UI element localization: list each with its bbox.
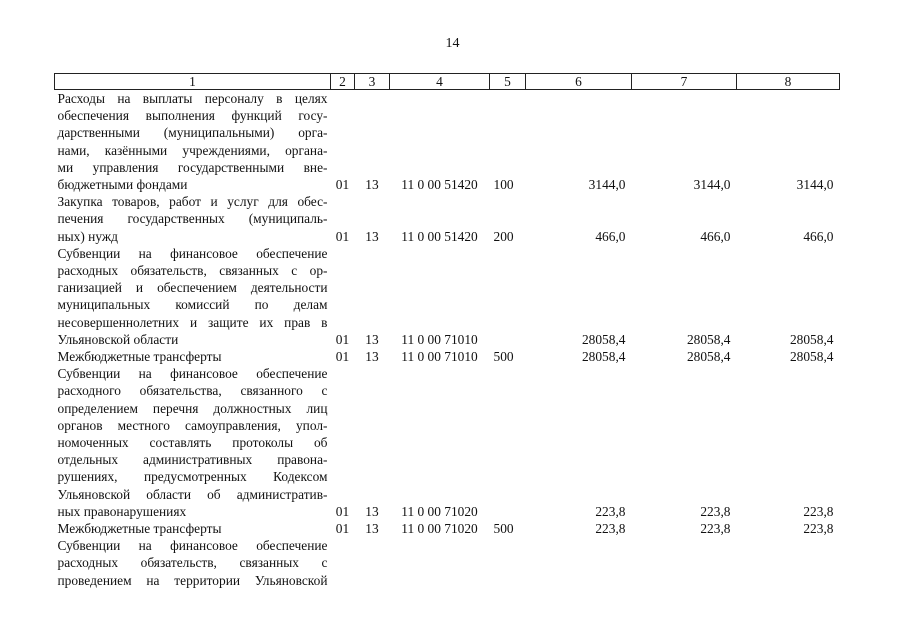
amount-col6: 28058,4 (581, 331, 626, 347)
description-line: Субвенции на финансовое обеспечение (57, 366, 328, 382)
table-row (55, 520, 840, 537)
amount-col8: 28058,4 (789, 349, 834, 365)
expense-type-code: 500 (493, 521, 514, 537)
expense-type-code: 200 (493, 228, 514, 244)
description-line: нами, казёнными учреждениями, органа- (57, 142, 328, 158)
page-number: 14 (445, 36, 460, 51)
amount-col7 (632, 537, 737, 589)
row-description (55, 348, 331, 365)
description-line: Субвенции на финансовое обеспечение (57, 538, 328, 554)
column-header: 2 (331, 74, 355, 90)
budget-table (54, 73, 840, 589)
amount-col8: 223,8 (803, 521, 834, 537)
description-line: расходных обязательств, связанных с (57, 555, 328, 571)
amount-col8: 223,8 (803, 503, 834, 519)
description-line: бюджетными фондами (57, 177, 188, 193)
table-row (55, 90, 840, 194)
subsection-code: 13 (365, 521, 379, 537)
section-code: 01 (335, 503, 350, 519)
description-line: Расходы на выплаты персоналу в целях (57, 91, 328, 106)
subsection-code (355, 537, 390, 589)
section-code: 01 (335, 331, 350, 347)
target-article-code: 11 0 00 71010 (401, 331, 478, 347)
amount-col6: 223,8 (595, 521, 626, 537)
column-header: 1 (55, 74, 331, 90)
description-line: определением перечня должностных лиц (57, 400, 328, 416)
table-row (55, 365, 840, 520)
description-line: проведением на территории Ульяновской (57, 572, 328, 588)
column-header: 7 (632, 74, 737, 90)
column-header: 6 (526, 74, 632, 90)
target-article-code (390, 537, 490, 589)
amount-col7: 223,8 (700, 503, 731, 519)
table-row (55, 348, 840, 365)
amount-col7: 3144,0 (693, 177, 731, 193)
description-line: Субвенции на финансовое обеспечение (57, 245, 328, 261)
row-description (55, 90, 331, 194)
column-number-row (55, 74, 840, 90)
subsection-code: 13 (365, 349, 379, 365)
description-line: расходного обязательства, связанного с (57, 383, 328, 399)
description-line: муниципальных комиссий по делам (57, 297, 328, 313)
amount-col6: 466,0 (595, 228, 626, 244)
row-description (55, 365, 331, 520)
description-line: органов местного самоуправления, упол- (57, 417, 328, 433)
description-line: ных) нужд (57, 228, 118, 244)
section-code (331, 537, 355, 589)
column-header: 5 (490, 74, 526, 90)
description-line: расходных обязательств, связанных с ор- (57, 263, 328, 279)
amount-col8: 28058,4 (789, 331, 834, 347)
description-line: ганизацией и обеспечением деятельности (57, 280, 328, 296)
description-line: рушениях, предусмотренных Кодексом (57, 469, 328, 485)
amount-col7: 223,8 (700, 521, 731, 537)
column-header: 3 (355, 74, 390, 90)
section-code: 01 (335, 177, 350, 193)
expense-type-code (490, 245, 526, 348)
row-description (55, 520, 331, 537)
target-article-code: 11 0 00 71010 (401, 349, 478, 365)
amount-col6: 3144,0 (588, 177, 626, 193)
amount-col6 (526, 537, 632, 589)
description-line: обеспечения выполнения функций госу- (57, 108, 328, 124)
subsection-code: 13 (365, 503, 379, 519)
expense-type-code (490, 365, 526, 520)
column-header: 8 (737, 74, 840, 90)
amount-col6: 28058,4 (581, 349, 626, 365)
amount-col7: 466,0 (700, 228, 731, 244)
description-line: Ульяновской области об административ- (57, 486, 328, 502)
description-line: Межбюджетные трансферты (57, 349, 222, 365)
amount-col7: 28058,4 (686, 331, 731, 347)
amount-col8: 3144,0 (796, 177, 834, 193)
description-line: дарственными (муниципальными) орга- (57, 125, 328, 141)
table-row (55, 193, 840, 245)
table-row (55, 537, 840, 589)
subsection-code: 13 (365, 177, 379, 193)
section-code: 01 (335, 349, 350, 365)
description-line: Межбюджетные трансферты (57, 521, 222, 537)
row-description (55, 537, 331, 589)
description-line: ных правонарушениях (57, 503, 187, 519)
expense-type-code: 500 (493, 349, 514, 365)
amount-col6: 223,8 (595, 503, 626, 519)
table-row (55, 245, 840, 348)
description-line: ми управления государственными вне- (57, 159, 328, 175)
subsection-code: 13 (365, 228, 379, 244)
amount-col8: 466,0 (803, 228, 834, 244)
row-description (55, 193, 331, 245)
description-line: номоченных составлять протоколы об (57, 435, 328, 451)
row-description (55, 245, 331, 348)
amount-col7: 28058,4 (686, 349, 731, 365)
amount-col8 (737, 537, 840, 589)
target-article-code: 11 0 00 51420 (401, 177, 478, 193)
description-line: печения государственных (муниципаль- (57, 211, 328, 227)
target-article-code: 11 0 00 51420 (401, 228, 478, 244)
description-line: Ульяновской области (57, 331, 179, 347)
column-header: 4 (390, 74, 490, 90)
target-article-code: 11 0 00 71020 (401, 503, 478, 519)
description-line: несовершеннолетних и защите их прав в (57, 314, 328, 330)
expense-type-code (490, 537, 526, 589)
subsection-code: 13 (365, 331, 379, 347)
target-article-code: 11 0 00 71020 (401, 521, 478, 537)
description-line: Закупка товаров, работ и услуг для обес- (57, 194, 328, 210)
section-code: 01 (335, 521, 350, 537)
section-code: 01 (335, 228, 350, 244)
description-line: отдельных административных правона- (57, 452, 328, 468)
expense-type-code: 100 (493, 177, 514, 193)
